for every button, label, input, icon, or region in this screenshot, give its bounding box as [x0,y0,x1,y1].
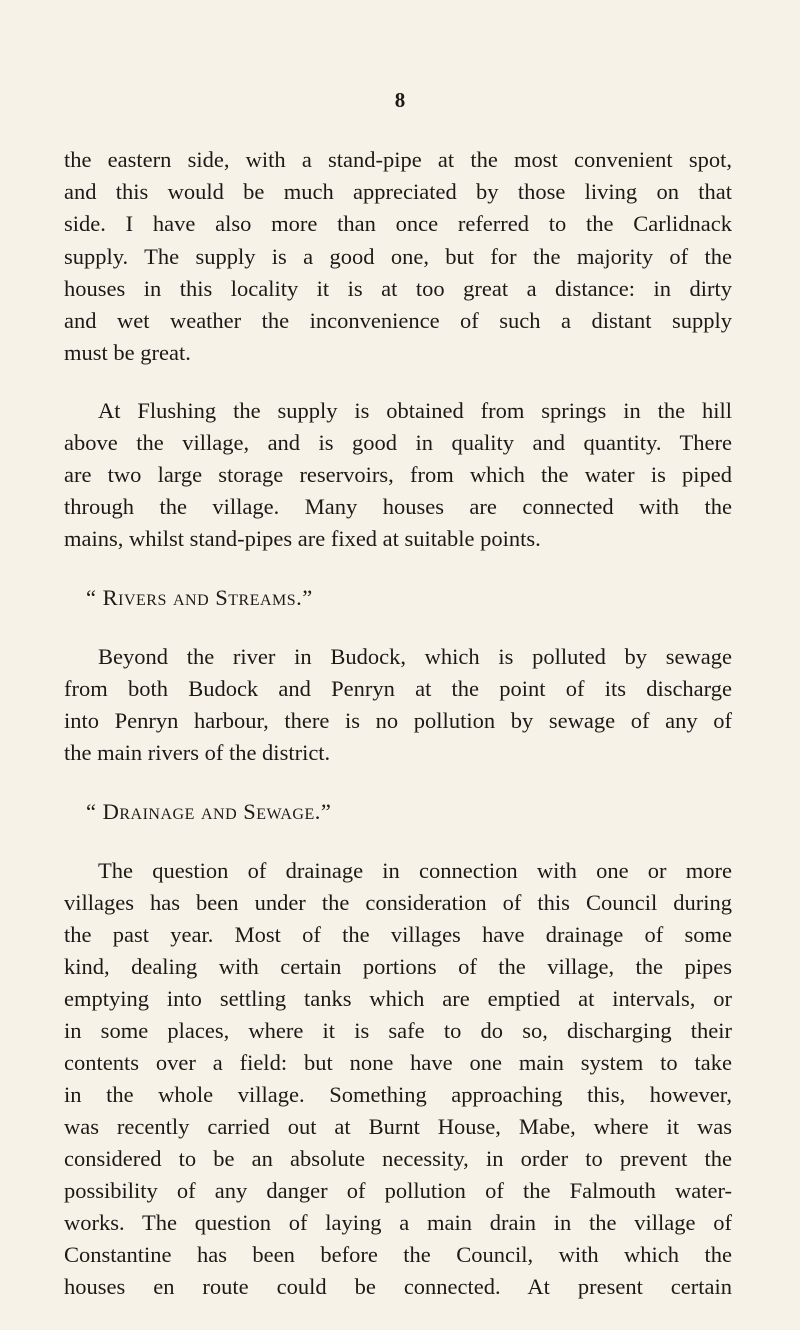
text-line: are two large storage reservoirs, from which the water is piped [64,462,732,487]
text-line: Constantine has been before the Council, with which the [64,1242,732,1267]
text-line: The question of drainage in connection with one or more [98,858,732,883]
text-line: kind, dealing with certain portions of the village, the pipes [64,954,732,979]
text-line: Beyond the river in Budock, which is polluted by sewage [98,644,732,669]
text-line: contents over a field: but none have one main system to take [64,1050,732,1075]
text-line: possibility of any danger of pollution of the Falmouth water- [64,1178,732,1203]
text-line: mains, whilst stand-pipes are fixed at suitable points. [64,526,541,551]
text-line: emptying into settling tanks which are emptied at intervals, or [64,986,732,1011]
text-line: the main rivers of the district. [64,740,331,765]
text-line: villages has been under the consideration of this Council during [64,890,732,915]
text-line: from both Budock and Penryn at the point of its discharge [64,676,732,701]
text-line: houses en route could be connected. At present certain [64,1274,732,1299]
text-line: works. The question of laying a main drain in the village of [64,1210,732,1235]
section-heading-drainage: “ Drainage and Sewage.” [86,799,332,824]
text-line: above the village, and is good in quality and quantity. There [64,430,732,455]
text-line: At Flushing the supply is obtained from springs in the hill [98,398,732,423]
page-number: 8 [394,88,406,112]
text-line: the past year. Most of the villages have drainage of some [64,922,732,947]
text-line: houses in this locality it is at too great a distance: in dirty [64,276,732,301]
text-line: through the village. Many houses are connected with the [64,494,732,519]
text-line: supply. The supply is a good one, but for the majority of the [64,244,732,269]
text-line: and wet weather the inconvenience of such a distant supply [64,308,732,333]
text-line: side. I have also more than once referred to the Carlidnack [64,211,732,236]
text-line: into Penryn harbour, there is no pollution by sewage of any of [64,708,732,733]
text-line: the eastern side, with a stand-pipe at the most convenient spot, [64,147,732,172]
text-line: in some places, where it is safe to do so, discharging their [64,1018,732,1043]
text-line: was recently carried out at Burnt House, Mabe, where it was [64,1114,732,1139]
text-line: and this would be much appreciated by those living on that [64,179,732,204]
text-line: must be great. [64,340,191,365]
section-heading-rivers: “ Rivers and Streams.” [86,585,313,610]
text-line: in the whole village. Something approaching this, however, [64,1082,732,1107]
text-line: considered to be an absolute necessity, in order to prevent the [64,1146,732,1171]
